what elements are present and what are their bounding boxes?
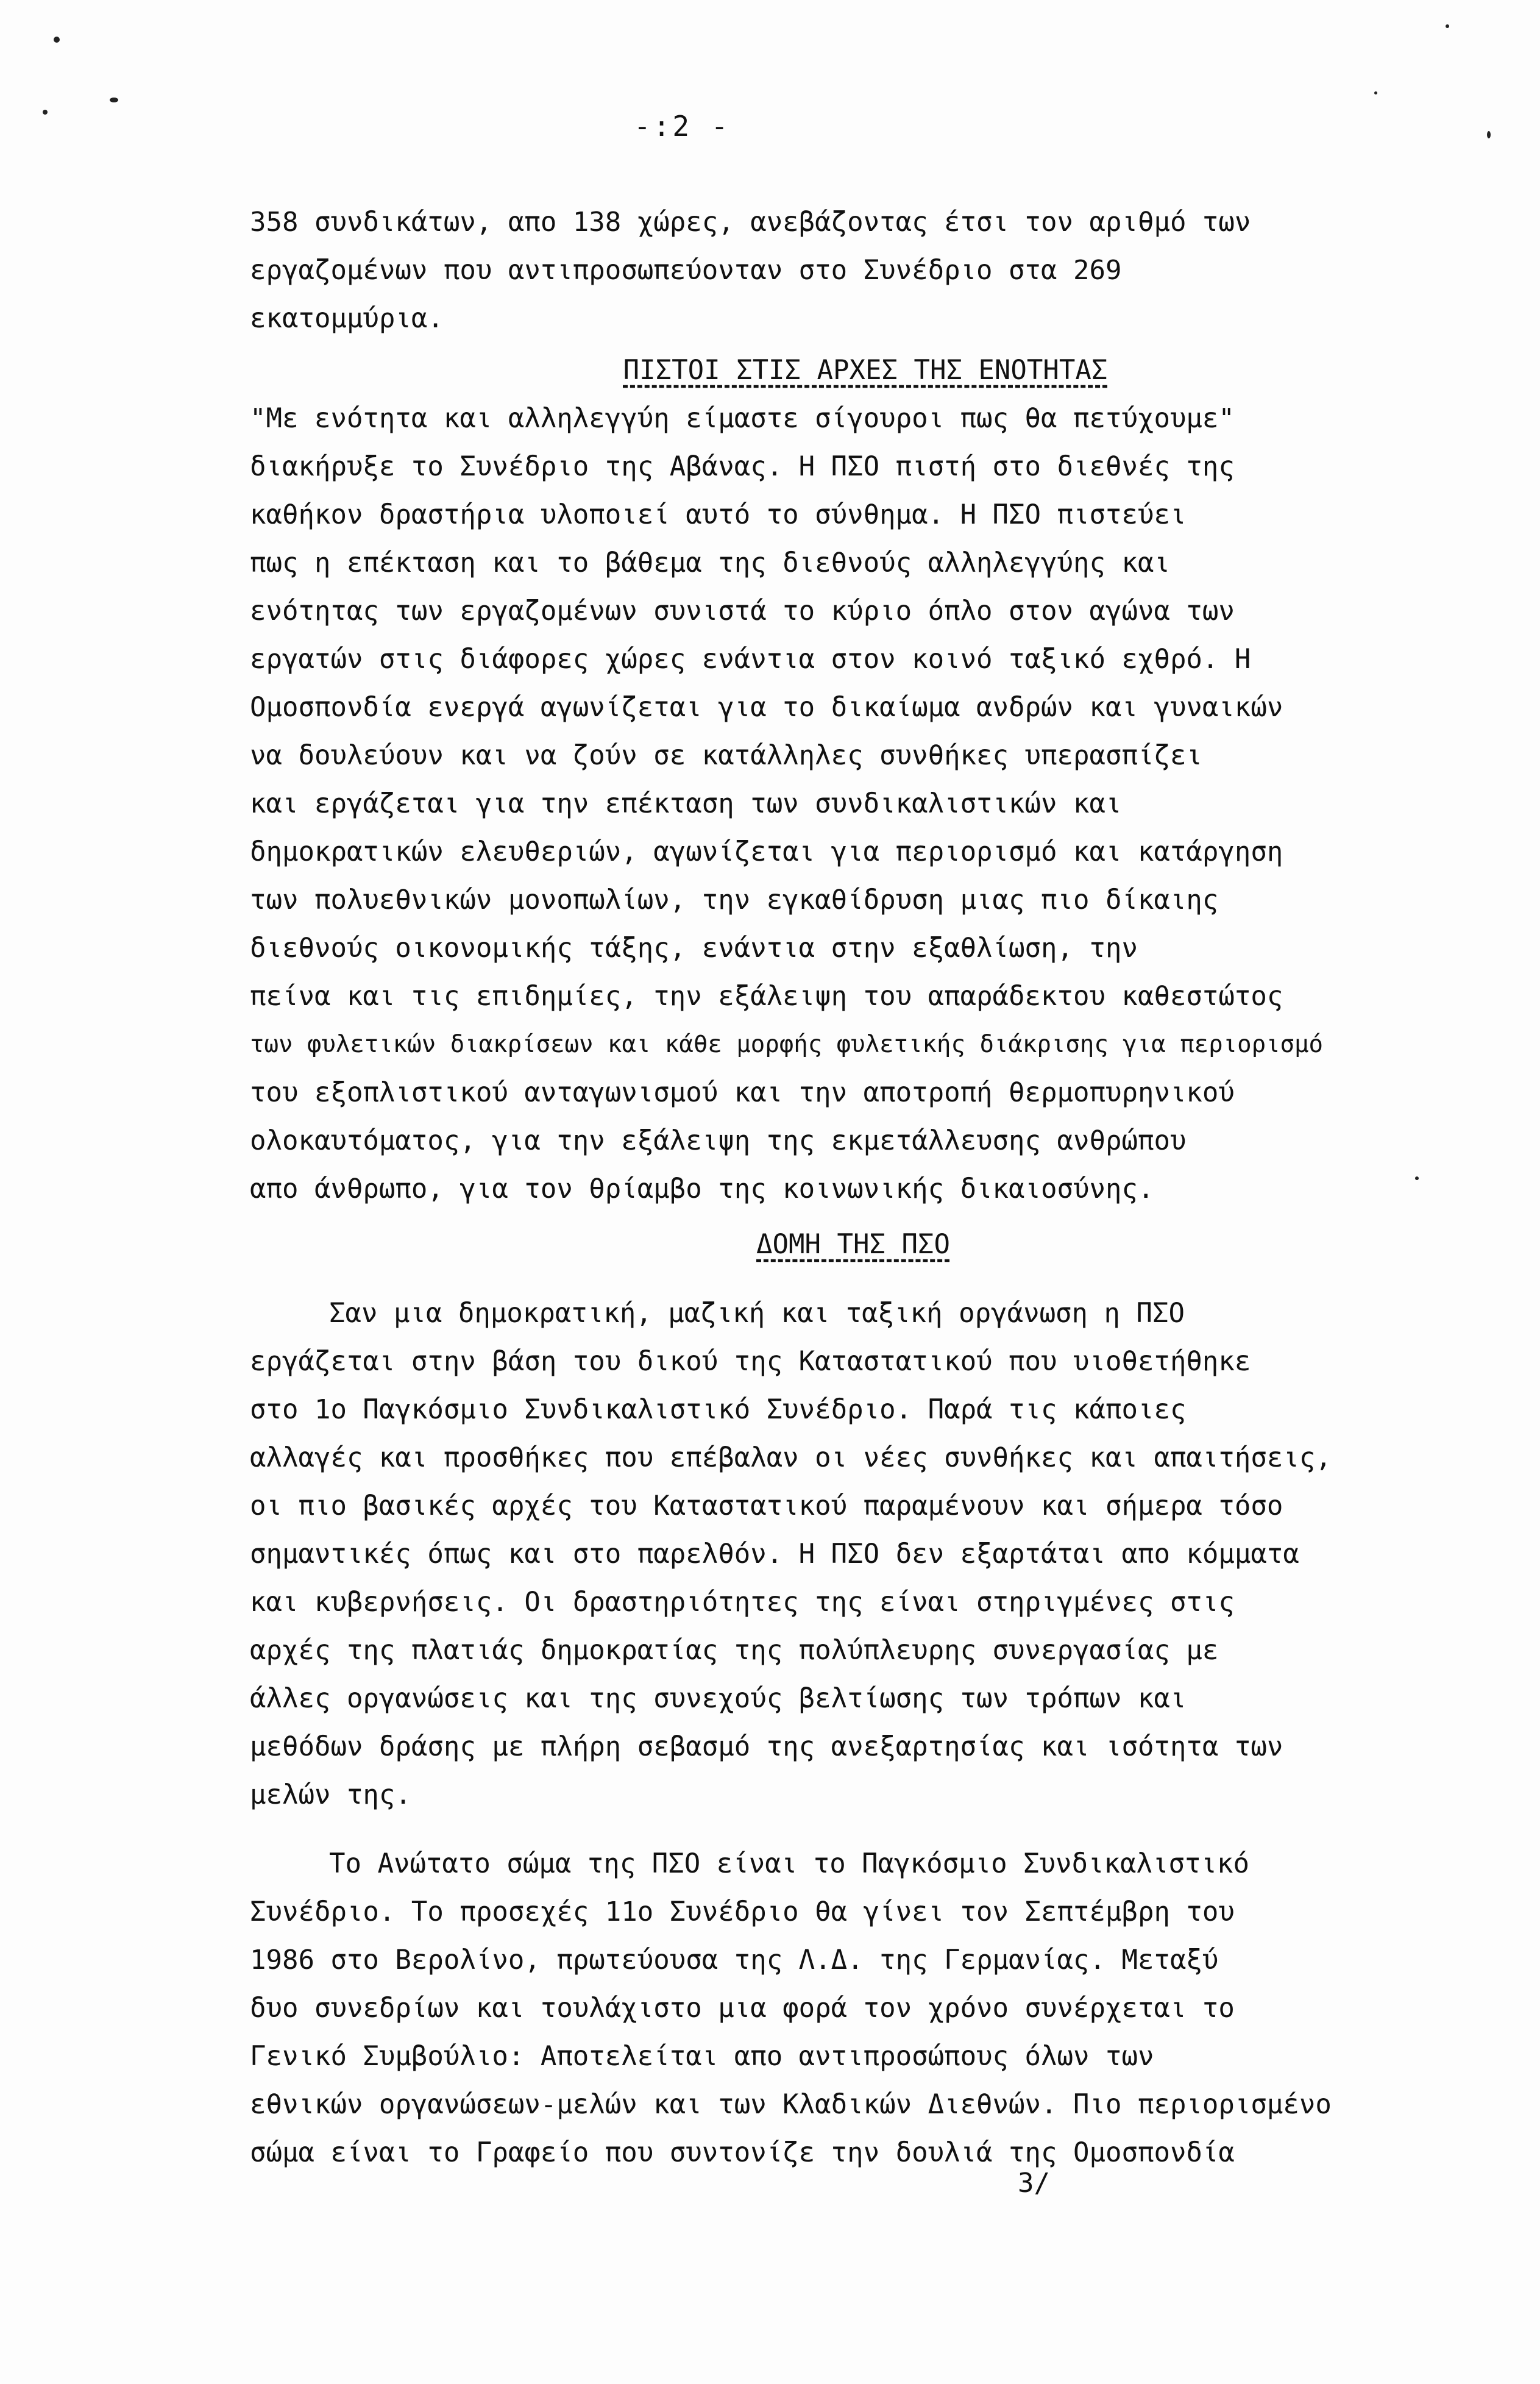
text-line: εργάζεται στην βάση του δικού της Καταστατικού που υιοθετήθηκε <box>250 1346 1251 1377</box>
text-line: Σαν μια δημοκρατική, μαζική και ταξική οργάνωση η ΠΣΟ <box>329 1298 1185 1329</box>
scan-speck <box>54 37 60 43</box>
text-line: πείνα και τις επιδημίες, την εξάλειψη του απαράδεκτου καθεστώτος <box>250 981 1283 1012</box>
text-line: απο άνθρωπο, για τον θρίαμβο της κοινωνικής δικαιοσύνης. <box>250 1173 1154 1204</box>
text-line: εθνικών οργανώσεων-μελών και των Κλαδικών Διεθνών. Πιο περιορισμένο <box>250 2089 1332 2120</box>
text-line: Το Ανώτατο σώμα της ΠΣΟ είναι το Παγκόσμιο Συνδικαλιστικό <box>329 1848 1249 1879</box>
text-line: εκατομμύρια. <box>250 303 444 334</box>
text-line: άλλες οργανώσεις και της συνεχούς βελτίωσης των τρόπων και <box>250 1683 1187 1714</box>
text-line: διακήρυξε το Συνέδριο της Αβάνας. Η ΠΣΟ πιστή στο διεθνές της <box>250 451 1235 482</box>
text-line: διεθνούς οικονομικής τάξης, ενάντια στην εξαθλίωση, την <box>250 933 1138 964</box>
scan-speck <box>1415 1176 1419 1180</box>
text-line: οι πιο βασικές αρχές του Καταστατικού παραμένουν και σήμερα τόσο <box>250 1490 1283 1521</box>
scan-speck <box>110 98 118 102</box>
text-line: δημοκρατικών ελευθεριών, αγωνίζεται για περιορισμό και κατάργηση <box>250 836 1283 867</box>
text-line: και κυβερνήσεις. Οι δραστηριότητες της είναι στηριγμένες στις <box>250 1587 1235 1618</box>
text-line: των πολυεθνικών μονοπωλίων, την εγκαθίδρυση μιας πιο δίκαιης <box>250 884 1219 916</box>
scan-speck <box>1446 24 1449 28</box>
text-line: μεθόδων δράσης με πλήρη σεβασμό της ανεξαρτησίας και ισότητα των <box>250 1731 1283 1762</box>
text-line: Συνέδριο. Το προσεχές 11ο Συνέδριο θα γίνει τον Σεπτέμβρη του <box>250 1896 1235 1927</box>
document-body <box>250 198 1457 2177</box>
text-line: Ομοσπονδία ενεργά αγωνίζεται για το δικαίωμα ανδρών και γυναικών <box>250 692 1283 723</box>
text-line: ολοκαυτόματος, για την εξάλειψη της εκμετάλλευσης ανθρώπου <box>250 1125 1187 1156</box>
text-line: εργαζομένων που αντιπροσωπεύονταν στο Συνέδριο στα 269 <box>250 255 1122 286</box>
text-line: να δουλεύουν και να ζούν σε κατάλληλες συνθήκες υπερασπίζει <box>250 740 1202 771</box>
text-line: Γενικό Συμβούλιο: Αποτελείται απο αντιπροσώπους όλων των <box>250 2041 1154 2072</box>
text-line: στο 1ο Παγκόσμιο Συνδικαλιστικό Συνέδριο. Παρά τις κάποιες <box>250 1394 1187 1425</box>
text-line: πως η επέκταση και το βάθεμα της διεθνούς αλληλεγγύης και <box>250 547 1170 578</box>
text-line: 358 συνδικάτων, απο 138 χώρες, ανεβάζοντας έτσι τον αριθμό των <box>250 207 1251 238</box>
text-line: καθήκον δραστήρια υλοποιεί αυτό το σύνθημα. Η ΠΣΟ πιστεύει <box>250 499 1187 530</box>
section-heading-structure: ΔΟΜΗ ΤΗΣ ΠΣΟ <box>756 1229 950 1260</box>
page-number: -:2 - <box>634 110 731 143</box>
text-line: σώμα είναι το Γραφείο που συντονίζε την δουλιά της Ομοσπονδία <box>250 2137 1235 2168</box>
scan-speck <box>1487 131 1491 138</box>
text-line: εργατών στις διάφορες χώρες ενάντια στον κοινό ταξικό εχθρό. Η <box>250 644 1251 675</box>
text-line: των φυλετικών διακρίσεων και κάθε μορφής φυλετικής διάκρισης για περιορισμό <box>250 1031 1323 1058</box>
section-heading-unity: ΠΙΣΤΟΙ ΣΤΙΣ ΑΡΧΕΣ ΤΗΣ ΕΝΟΤΗΤΑΣ <box>623 355 1108 386</box>
scan-speck <box>1374 91 1377 94</box>
text-line: δυο συνεδρίων και τουλάχιστο μια φορά τον χρόνο συνέρχεται το <box>250 1993 1235 2024</box>
text-line: του εξοπλιστικού ανταγωνισμού και την αποτροπή θερμοπυρηνικού <box>250 1077 1235 1108</box>
next-page-reference: 3/ <box>1018 2168 1050 2199</box>
spacer <box>250 1819 1457 1840</box>
text-line: μελών της. <box>250 1779 411 1810</box>
text-line: και εργάζεται για την επέκταση των συνδικαλιστικών και <box>250 788 1122 819</box>
spacer <box>250 1269 1457 1289</box>
text-line: ενότητας των εργαζομένων συνιστά το κύριο όπλο στον αγώνα των <box>250 596 1235 627</box>
scan-speck <box>43 110 48 115</box>
text-line: αρχές της πλατιάς δημοκρατίας της πολύπλευρης συνεργασίας με <box>250 1635 1219 1666</box>
text-line: 1986 στο Βερολίνο, πρωτεύουσα της Λ.Δ. της Γερμανίας. Μεταξύ <box>250 1945 1219 1976</box>
text-line: αλλαγές και προσθήκες που επέβαλαν οι νέες συνθήκες και απαιτήσεις, <box>250 1442 1332 1473</box>
text-line: "Με ενότητα και αλληλεγγύη είμαστε σίγουροι πως θα πετύχουμε" <box>250 403 1235 434</box>
text-line: σημαντικές όπως και στο παρελθόν. Η ΠΣΟ δεν εξαρτάται απο κόμματα <box>250 1539 1299 1570</box>
